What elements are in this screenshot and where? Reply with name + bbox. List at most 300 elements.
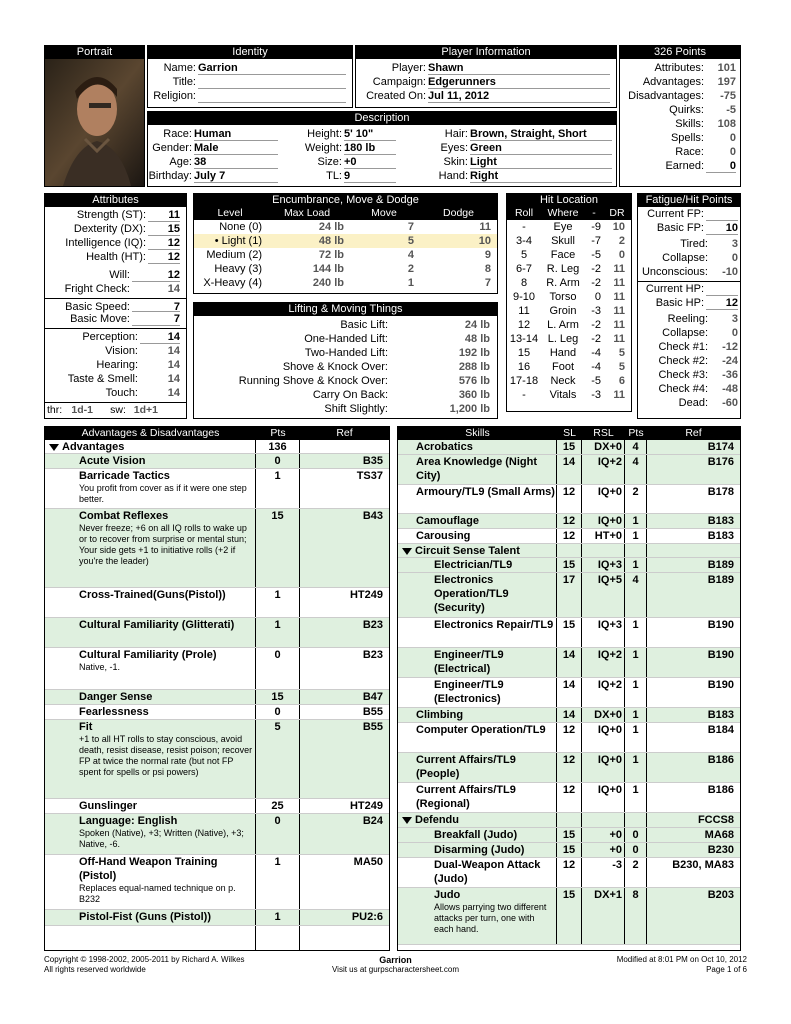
skill-name: Circuit Sense Talent — [415, 545, 520, 557]
skill-level: 15 — [557, 618, 582, 647]
skill-name-cell — [398, 753, 557, 782]
advantage-points: 1 — [256, 855, 300, 909]
hit-where: Groin — [549, 305, 577, 317]
skill-row[interactable] — [398, 455, 740, 485]
skill-ref[interactable]: B189 — [707, 574, 734, 586]
skill-level: 15 — [557, 843, 582, 857]
skill-group-row[interactable] — [398, 813, 740, 828]
skill-ref[interactable]: B189 — [707, 559, 734, 571]
skill-name-cell — [398, 813, 557, 827]
hit-location-block — [506, 193, 632, 412]
attribute-row — [45, 222, 186, 236]
attribute-value[interactable]: 15 — [148, 222, 180, 236]
attributes-block — [44, 193, 187, 419]
attribute-value[interactable]: 12 — [148, 250, 180, 264]
player-label: Player: — [391, 62, 426, 74]
attributes-header: Attributes — [45, 194, 186, 207]
hit-where: Hand — [549, 347, 577, 359]
advantage-row[interactable] — [45, 910, 389, 926]
fatigue-row — [638, 340, 740, 354]
hit-penalty: -2 — [591, 319, 601, 331]
encumbrance-row[interactable] — [194, 262, 497, 276]
skill-level: 12 — [557, 514, 582, 528]
attribute-row — [45, 208, 186, 222]
religion-field[interactable] — [198, 89, 346, 103]
advantage-name-cell — [45, 648, 256, 689]
skill-name-cell — [398, 455, 557, 484]
advantage-ref[interactable]: B23 — [362, 649, 383, 661]
identity-block — [147, 45, 353, 108]
skill-row[interactable] — [398, 485, 740, 514]
hit-roll: 9-10 — [512, 291, 536, 303]
current-fp-field[interactable] — [706, 207, 738, 221]
skill-name: Judo — [434, 889, 461, 901]
hit-penalty: -2 — [591, 263, 601, 275]
hit-location-row — [507, 374, 631, 388]
advantage-ref[interactable]: B35 — [362, 455, 383, 467]
hit-roll: 12 — [517, 319, 531, 331]
portrait-block — [44, 45, 145, 187]
skill-ref[interactable]: B183 — [707, 530, 734, 542]
skill-name-cell — [398, 573, 557, 617]
skill-ref[interactable]: B190 — [707, 649, 734, 661]
identity-header: Identity — [148, 46, 352, 59]
adv-col-name: Advantages & Disadvantages — [81, 427, 220, 439]
skill-col-name: Skills — [465, 427, 490, 439]
hit-where: Foot — [551, 361, 574, 373]
skill-name: Disarming (Judo) — [434, 844, 525, 856]
points-label: Earned: — [665, 160, 704, 172]
advantage-ref[interactable]: B43 — [362, 510, 383, 522]
advantage-row[interactable] — [45, 720, 389, 799]
lifting-value: 360 lb — [458, 389, 490, 401]
skill-ref[interactable]: MA68 — [704, 829, 734, 841]
hit-penalty: 0 — [594, 291, 601, 303]
advantage-row[interactable] — [45, 814, 389, 855]
skill-row[interactable] — [398, 529, 740, 544]
skill-ref[interactable]: B174 — [707, 441, 734, 453]
skill-relative-level: IQ+0 — [582, 783, 625, 812]
hit-dr: 0 — [618, 249, 625, 261]
description-label: Weight: — [304, 142, 342, 154]
skill-ref[interactable]: B183 — [707, 515, 734, 527]
attribute-label: Strength (ST): — [76, 209, 146, 221]
skill-points: 1 — [625, 753, 647, 782]
points-label: Race: — [675, 146, 704, 158]
points-row — [620, 159, 740, 173]
description-block — [147, 111, 617, 187]
enc-level: None (0) — [219, 221, 262, 233]
fatigue-label: Check #4: — [658, 383, 708, 395]
advantage-name-cell — [45, 799, 256, 813]
advantage-ref[interactable]: B23 — [362, 619, 383, 631]
hit-where: Skull — [551, 235, 575, 247]
advantage-name-cell — [45, 440, 256, 453]
advantage-row[interactable] — [45, 705, 389, 720]
description-value[interactable]: Human — [194, 127, 278, 141]
points-label: Disadvantages: — [628, 90, 704, 102]
hit-dr: 2 — [618, 235, 625, 247]
advantage-ref[interactable]: HT249 — [349, 800, 383, 812]
skill-name-cell — [398, 529, 557, 543]
skill-level: 15 — [557, 440, 582, 454]
advantage-ref[interactable]: HT249 — [349, 589, 383, 601]
points-label: Advantages: — [642, 76, 704, 88]
hit-penalty: -9 — [591, 221, 601, 233]
advantage-name: Off-Hand Weapon Training (Pistol) — [79, 856, 218, 882]
advantage-name-cell — [45, 618, 256, 647]
enc-load: 240 lb — [312, 277, 344, 289]
description-value[interactable]: July 7 — [194, 169, 278, 183]
advantage-group-row[interactable] — [45, 440, 389, 454]
enc-load: 24 lb — [318, 221, 344, 233]
lifting-label: Shove & Knock Over: — [282, 361, 388, 373]
points-label: Skills: — [675, 118, 704, 130]
description-label: Age: — [169, 156, 192, 168]
description-label: TL: — [326, 170, 342, 182]
skill-name: Breakfall (Judo) — [434, 829, 518, 841]
description-header: Description — [148, 112, 616, 125]
advantage-ref[interactable] — [300, 440, 389, 453]
skill-row[interactable] — [398, 723, 740, 753]
points-value: 0 — [729, 146, 736, 158]
enc-dodge: 9 — [484, 249, 491, 261]
advantage-name-cell — [45, 705, 256, 719]
skill-relative-level: DX+0 — [582, 708, 625, 722]
skill-name-cell — [398, 888, 557, 944]
description-value[interactable]: +0 — [344, 155, 396, 169]
campaign-field[interactable]: Edgerunners — [428, 75, 610, 89]
skill-name: Electronics Repair/TL9 — [434, 619, 554, 631]
sense-value[interactable]: 14 — [140, 330, 180, 344]
skill-row[interactable] — [398, 708, 740, 723]
description-value[interactable]: Right — [470, 169, 612, 183]
advantage-ref[interactable]: B47 — [362, 691, 383, 703]
description-row — [282, 155, 400, 169]
advantages-empty-cell — [45, 926, 256, 951]
description-label: Height: — [307, 128, 342, 140]
advantage-points: 1 — [256, 588, 300, 617]
skill-row[interactable] — [398, 828, 740, 843]
skill-row[interactable] — [398, 440, 740, 455]
rights-text: All rights reserved worldwide — [44, 965, 146, 974]
advantage-ref[interactable]: B55 — [362, 721, 383, 733]
skill-name-cell — [398, 858, 557, 887]
advantage-name-cell — [45, 469, 256, 508]
basic-hp-value[interactable]: 12 — [706, 296, 738, 310]
player-info-header: Player Information — [356, 46, 616, 59]
skill-ref[interactable]: FCCS8 — [697, 814, 734, 826]
attribute-label: Intelligence (IQ): — [65, 237, 146, 249]
basic-speed-value[interactable]: 7 — [132, 300, 180, 312]
footer-character-name: Garrion — [379, 955, 412, 965]
skill-row[interactable] — [398, 843, 740, 858]
description-value[interactable]: 38 — [194, 155, 278, 169]
will-value[interactable]: 12 — [132, 268, 180, 282]
skill-row[interactable] — [398, 514, 740, 529]
name-field[interactable]: Garrion — [198, 61, 346, 75]
encumbrance-row[interactable] — [194, 248, 497, 262]
description-label: Eyes: — [440, 142, 468, 154]
advantage-points: 0 — [256, 648, 300, 689]
skill-row[interactable] — [398, 858, 740, 888]
hit-penalty: -7 — [591, 235, 601, 247]
advantage-row[interactable] — [45, 648, 389, 690]
advantage-row[interactable] — [45, 509, 389, 588]
advantage-ref[interactable]: B55 — [362, 706, 383, 718]
skill-name-cell — [398, 544, 557, 557]
points-row — [620, 75, 740, 89]
fatigue-row — [638, 312, 740, 326]
will-label: Will: — [109, 269, 130, 281]
enc-move: 2 — [407, 263, 414, 275]
lifting-value: 1,200 lb — [449, 403, 490, 415]
skill-row[interactable] — [398, 888, 740, 945]
adv-col-pts: Pts — [270, 427, 286, 439]
skill-points: 2 — [625, 858, 647, 887]
adv-col-ref: Ref — [336, 427, 353, 439]
fatigue-row — [638, 396, 740, 410]
hit-where: Torso — [549, 291, 577, 303]
advantage-row[interactable] — [45, 588, 389, 618]
skill-ref[interactable]: B176 — [707, 456, 734, 468]
basic-fp-label: Basic FP: — [656, 222, 704, 234]
description-label: Size: — [317, 156, 342, 168]
title-field[interactable] — [198, 75, 346, 89]
skill-points: 1 — [625, 514, 647, 528]
points-value[interactable]: 0 — [706, 159, 736, 173]
skill-relative-level — [582, 544, 625, 557]
skill-row[interactable] — [398, 783, 740, 813]
portrait-header: Portrait — [45, 46, 144, 59]
description-row — [282, 127, 400, 141]
sense-row — [45, 358, 186, 372]
skill-ref[interactable]: B203 — [707, 889, 734, 901]
lifting-row — [194, 332, 497, 346]
skill-ref[interactable]: B190 — [707, 679, 734, 691]
encumbrance-row[interactable] — [194, 234, 497, 248]
enc-level: X-Heavy (4) — [203, 277, 262, 289]
skill-points: 2 — [625, 485, 647, 513]
swing-value: 1d+1 — [133, 404, 159, 416]
hit-dr: 5 — [618, 361, 625, 373]
sense-value: 14 — [167, 359, 180, 371]
skill-row[interactable] — [398, 618, 740, 648]
skill-points: 1 — [625, 558, 647, 572]
skill-relative-level: DX+0 — [582, 440, 625, 454]
skill-level — [557, 544, 582, 557]
description-row — [400, 141, 616, 155]
points-value: 108 — [717, 118, 736, 130]
hit-dr: 11 — [613, 263, 625, 275]
description-value[interactable]: Light — [470, 155, 612, 169]
advantage-points: 0 — [256, 454, 300, 468]
fatigue-label: Check #1: — [658, 341, 708, 353]
skill-relative-level: IQ+0 — [582, 485, 625, 513]
skill-ref[interactable]: B183 — [707, 709, 734, 721]
skill-relative-level: +0 — [582, 828, 625, 842]
skill-name: Current Affairs/TL9 (People) — [416, 754, 516, 780]
skill-ref[interactable]: B186 — [707, 784, 734, 796]
hit-where: R. Arm — [546, 277, 580, 289]
advantages-empty-area — [45, 926, 389, 951]
skill-row[interactable] — [398, 558, 740, 573]
hit-dr: 11 — [613, 319, 625, 331]
description-label: Race: — [163, 128, 192, 140]
lifting-block — [193, 302, 498, 419]
player-field[interactable]: Shawn — [428, 61, 610, 75]
hit-location-row — [507, 304, 631, 318]
hit-where: Neck — [550, 375, 576, 387]
points-row — [620, 117, 740, 131]
description-row — [148, 141, 282, 155]
current-hp-field[interactable] — [706, 282, 738, 296]
skill-points — [625, 813, 647, 827]
points-row — [620, 145, 740, 159]
skill-relative-level: IQ+2 — [582, 455, 625, 484]
skill-ref[interactable] — [647, 544, 740, 557]
skill-row[interactable] — [398, 648, 740, 678]
hit-dr: 11 — [613, 389, 625, 401]
hit-where: R. Leg — [546, 263, 580, 275]
hit-penalty: -4 — [591, 361, 601, 373]
advantage-row[interactable] — [45, 454, 389, 469]
advantage-ref[interactable]: TS37 — [356, 470, 383, 482]
skill-ref[interactable]: B186 — [707, 754, 734, 766]
fatigue-label: Check #3: — [658, 369, 708, 381]
points-header: 326 Points — [620, 46, 740, 59]
advantage-row[interactable] — [45, 799, 389, 814]
advantage-name-cell — [45, 720, 256, 798]
advantage-row[interactable] — [45, 855, 389, 910]
hit-location-row — [507, 262, 631, 276]
skill-row[interactable] — [398, 573, 740, 618]
skill-row[interactable] — [398, 753, 740, 783]
basic-move-label: Basic Move: — [70, 313, 130, 325]
hit-roll: 6-7 — [516, 263, 532, 275]
skill-relative-level: IQ+3 — [582, 618, 625, 647]
points-value: 101 — [717, 62, 736, 74]
points-row — [620, 61, 740, 75]
advantage-name: Acute Vision — [79, 455, 146, 467]
basic-fp-value[interactable]: 10 — [706, 221, 738, 235]
encumbrance-row[interactable] — [194, 220, 497, 234]
skill-name-cell — [398, 514, 557, 528]
fatigue-row — [638, 265, 740, 279]
fatigue-hp-header: Fatigue/Hit Points — [638, 194, 740, 207]
skill-relative-level: -3 — [582, 858, 625, 887]
hit-dr: 11 — [613, 305, 625, 317]
enc-col-move: Move — [371, 207, 397, 219]
hit-dr: 11 — [613, 291, 625, 303]
skill-points: 1 — [625, 648, 647, 677]
sense-value: 14 — [167, 345, 180, 357]
description-row — [400, 169, 616, 183]
advantage-ref[interactable]: B24 — [362, 815, 383, 827]
page-footer — [44, 955, 747, 975]
disclosure-triangle-icon[interactable] — [49, 444, 59, 451]
lifting-value: 24 lb — [464, 319, 490, 331]
skill-points: 8 — [625, 888, 647, 944]
attribute-value[interactable]: 11 — [148, 208, 180, 222]
sense-row — [45, 330, 186, 344]
skill-col-pts: Pts — [628, 427, 644, 439]
advantage-name-cell — [45, 509, 256, 587]
advantage-name: Gunslinger — [79, 800, 138, 812]
advantage-ref[interactable]: MA50 — [353, 856, 383, 868]
website-link[interactable]: Visit us at gurpscharactersheet.com — [331, 965, 460, 974]
skill-row[interactable] — [398, 678, 740, 708]
hit-penalty: -3 — [591, 389, 601, 401]
hit-roll: 5 — [520, 249, 528, 261]
advantage-row[interactable] — [45, 618, 389, 648]
skill-group-row[interactable] — [398, 544, 740, 558]
encumbrance-row[interactable] — [194, 276, 497, 290]
skill-ref[interactable]: B178 — [707, 486, 734, 498]
skill-note: Allows parrying two different attacks per turn, one with each hand. — [434, 902, 547, 934]
lifting-label: Running Shove & Knock Over: — [238, 375, 388, 387]
lifting-row — [194, 346, 497, 360]
skill-ref[interactable]: B190 — [707, 619, 734, 631]
attribute-value[interactable]: 12 — [148, 236, 180, 250]
fatigue-row — [638, 368, 740, 382]
advantage-ref[interactable]: PU2:6 — [351, 911, 383, 923]
created-field[interactable]: Jul 11, 2012 — [428, 89, 610, 103]
advantage-name: Pistol-Fist (Guns (Pistol)) — [79, 911, 211, 923]
basic-move-value[interactable]: 7 — [132, 312, 180, 326]
skill-name: Computer Operation/TL9 — [416, 724, 546, 736]
advantage-name: Fit — [79, 721, 93, 733]
description-value[interactable]: Green — [470, 141, 612, 155]
advantage-note: You profit from cover as if it were one step better. — [79, 483, 247, 504]
skill-relative-level: HT+0 — [582, 529, 625, 543]
advantage-name-cell — [45, 910, 256, 925]
advantage-row[interactable] — [45, 690, 389, 705]
description-value[interactable]: 5' 10" — [344, 127, 396, 141]
skill-name-cell — [398, 678, 557, 707]
points-row — [620, 131, 740, 145]
hit-location-row — [507, 234, 631, 248]
skill-points: 4 — [625, 455, 647, 484]
hit-roll: 11 — [518, 305, 530, 317]
skill-ref[interactable]: B230, MA83 — [672, 859, 734, 871]
advantage-row[interactable] — [45, 469, 389, 509]
advantage-points: 1 — [256, 618, 300, 647]
fatigue-value: -36 — [722, 369, 738, 381]
disclosure-triangle-icon[interactable] — [402, 817, 412, 824]
enc-load: 48 lb — [318, 235, 344, 247]
skill-name: Engineer/TL9 (Electrical) — [434, 649, 504, 675]
advantage-name: Cross-Trained(Guns(Pistol)) — [79, 589, 226, 601]
description-value[interactable]: 180 lb — [344, 141, 396, 155]
enc-move: 5 — [407, 235, 414, 247]
basic-speed-label: Basic Speed: — [65, 301, 130, 313]
advantage-name: Danger Sense — [79, 691, 153, 703]
attribute-label: Dexterity (DX): — [73, 223, 146, 235]
description-value[interactable]: Male — [194, 141, 278, 155]
skill-relative-level: +0 — [582, 843, 625, 857]
advantage-name: Cultural Familiarity (Prole) — [79, 649, 217, 661]
disclosure-triangle-icon[interactable] — [402, 548, 412, 555]
sense-label: Hearing: — [96, 359, 138, 371]
hit-location-row — [507, 332, 631, 346]
description-row — [282, 169, 400, 183]
description-value[interactable]: 9 — [344, 169, 396, 183]
title-label: Title: — [172, 76, 196, 88]
description-value[interactable]: Brown, Straight, Short — [470, 127, 612, 141]
skill-ref[interactable]: B184 — [707, 724, 734, 736]
skill-ref[interactable]: B230 — [707, 844, 734, 856]
